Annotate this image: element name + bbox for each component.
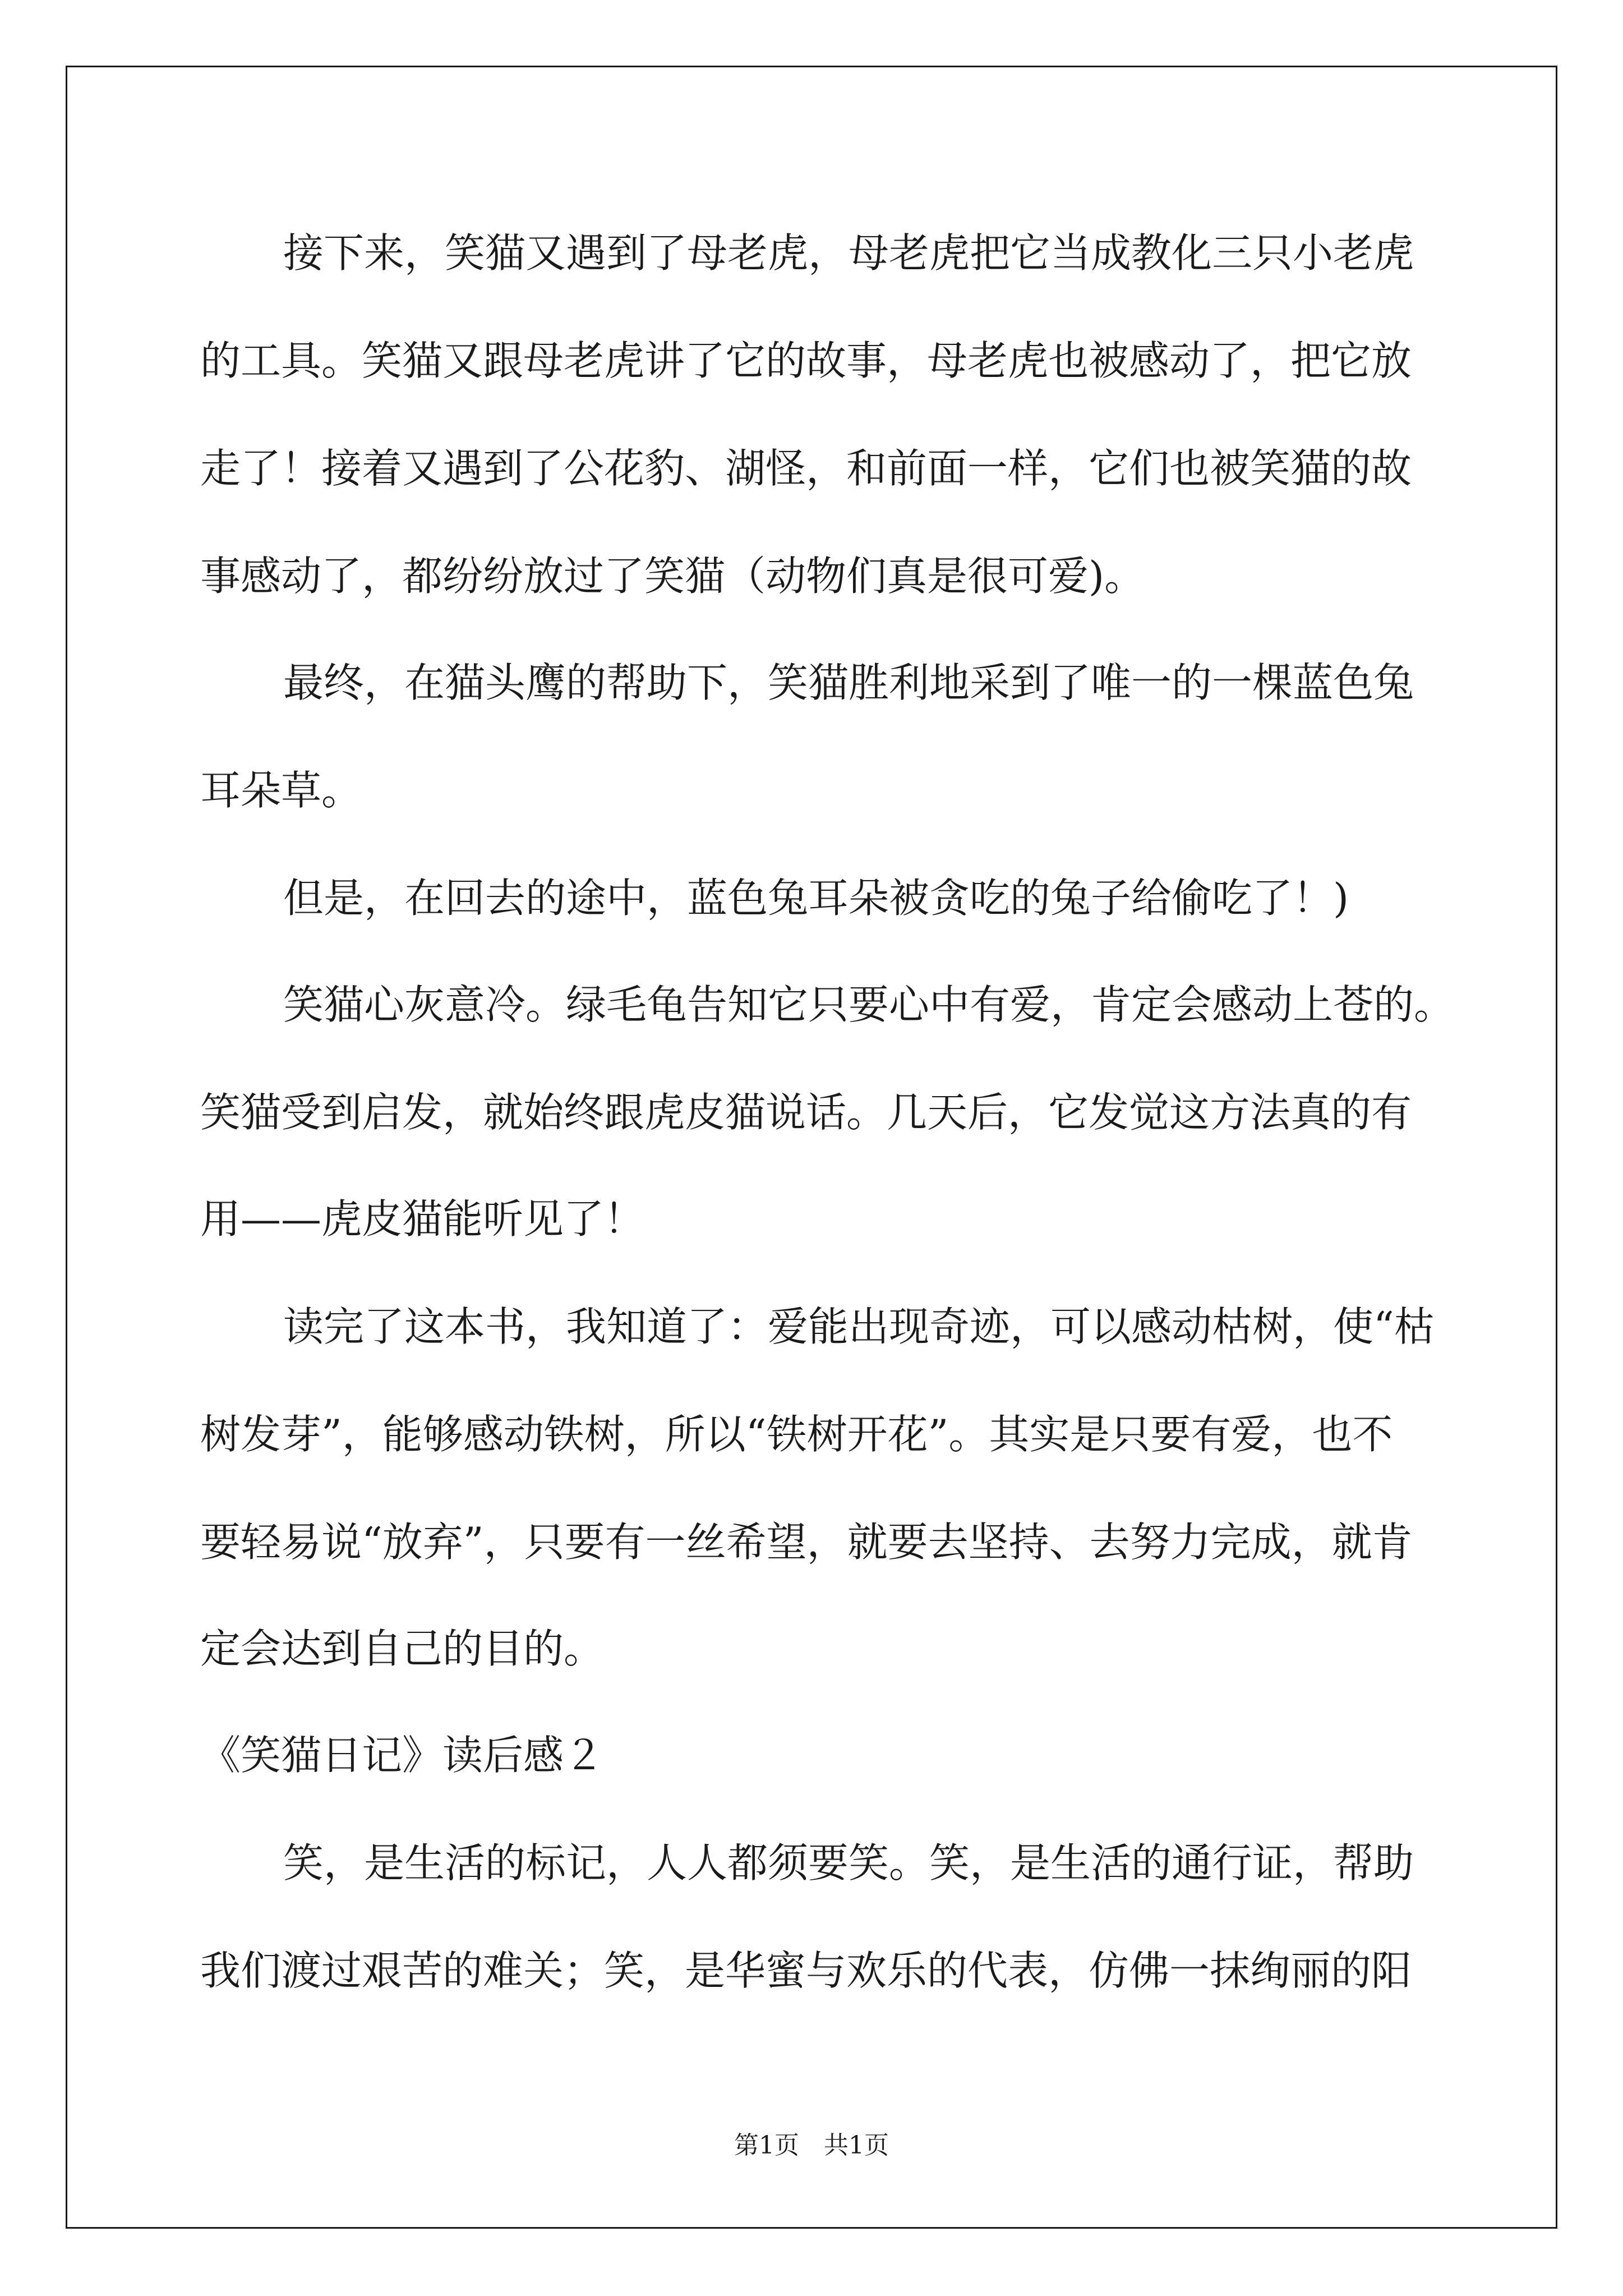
paragraph-line: 要轻易说“放弃”，只要有一丝希望，就要去坚持、去努力完成，就肯 (200, 1519, 1413, 1566)
paragraph-line: 耳朵草。 (200, 767, 362, 814)
paragraph-line: 笑，是生活的标记，人人都须要笑。笑，是生活的通行证，帮助 (283, 1839, 1414, 1887)
paragraph-line: 定会达到自己的目的。 (200, 1625, 605, 1672)
paragraph-line: 最终，在猫头鹰的帮助下，笑猫胜利地采到了唯一的一棵蓝色兔 (283, 659, 1414, 706)
paragraph-line: 事感动了，都纷纷放过了笑猫（动物们真是很可爱)。 (200, 553, 1145, 600)
page-number: 第1页 共1页 (734, 2131, 889, 2160)
paragraph-line: 树发芽”，能够感动铁树，所以“铁树开花”。其实是只要有爱，也不 (200, 1411, 1393, 1458)
paragraph-line: 我们渡过艰苦的难关；笑，是华蜜与欢乐的代表，仿佛一抹绚丽的阳 (200, 1947, 1412, 1994)
paragraph-line: 走了！接着又遇到了公花豹、湖怪，和前面一样，它们也被笑猫的故 (200, 445, 1412, 492)
section-heading: 《笑猫日记》读后感２ (200, 1732, 605, 1779)
paragraph-line: 读完了这本书，我知道了：爱能出现奇迹，可以感动枯树，使“枯 (283, 1303, 1435, 1350)
paragraph-line: 用——虎皮猫能听见了！ (200, 1195, 645, 1243)
paragraph-line: 笑猫受到启发，就始终跟虎皮猫说话。几天后，它发觉这方法真的有 (200, 1089, 1412, 1136)
page-border (66, 66, 1557, 2229)
paragraph-line: 的工具。笑猫又跟母老虎讲了它的故事，母老虎也被感动了，把它放 (200, 337, 1412, 384)
paragraph-line: 笑猫心灰意冷。绿毛龟告知它只要心中有爱，肯定会感动上苍的。 (283, 981, 1455, 1028)
paragraph-line: 但是，在回去的途中，蓝色兔耳朵被贪吃的兔子给偷吃了！) (283, 875, 1349, 922)
paragraph-line: 接下来，笑猫又遇到了母老虎，母老虎把它当成教化三只小老虎 (283, 229, 1414, 277)
